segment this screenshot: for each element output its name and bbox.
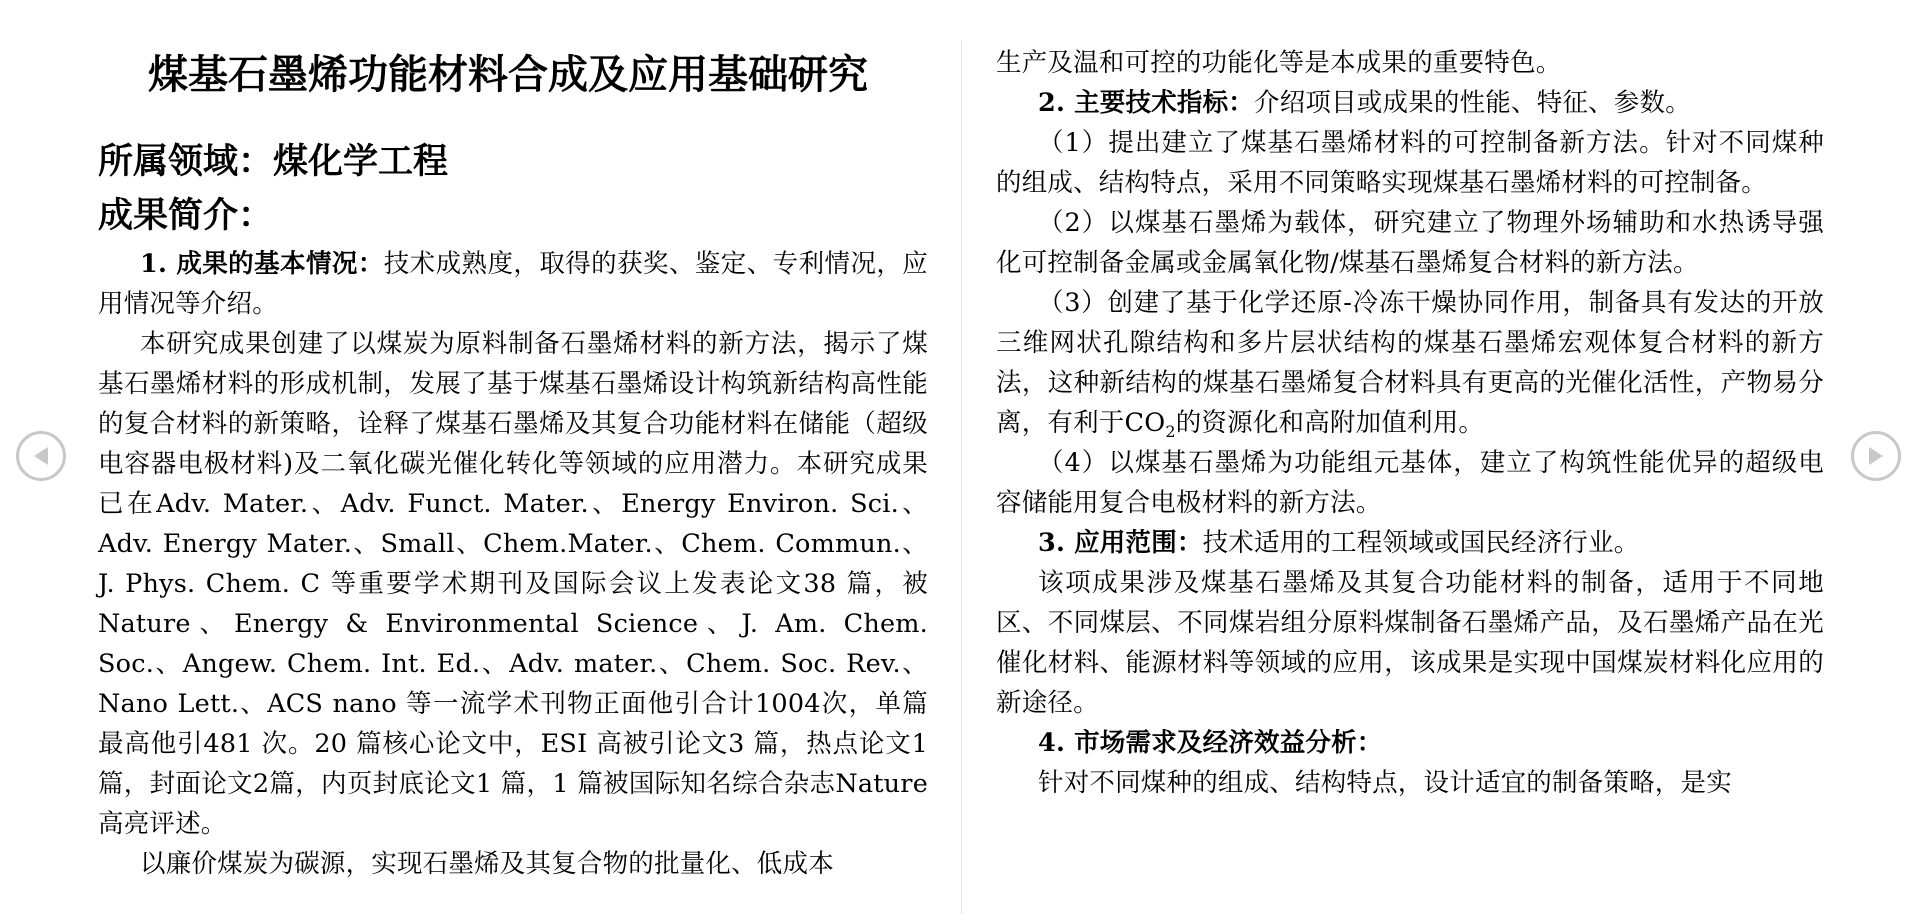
- section-2-label: 2. 主要技术指标：: [1038, 88, 1254, 118]
- left-page-body: [98, 244, 928, 884]
- section-2-description: 介绍项目或成果的性能、特征、参数。: [1254, 88, 1691, 118]
- indicator-item-3-text: （3）创建了基于化学还原-冷冻干燥协同作用，制备具有发达的开放三维网状孔隙结构和多片层状结构的煤基石墨烯宏观体复合材料的新方法，这种新结构的煤基石墨烯复合材料具有更高的光催化活性，产物易分离，有利于CO: [996, 288, 1824, 438]
- indicator-item-3-text-end: 的资源化和高附加值利用。: [1175, 408, 1485, 438]
- document-title: 煤基石墨烯功能材料合成及应用基础研究: [148, 52, 868, 98]
- section-4-paragraph: [996, 723, 1824, 763]
- previous-page-button[interactable]: [16, 431, 66, 481]
- section-3-description: 技术适用的工程领域或国民经济行业。: [1202, 528, 1640, 558]
- chevron-left-icon: [32, 445, 50, 467]
- page-divider: [961, 40, 962, 914]
- chevron-right-icon: [1867, 445, 1885, 467]
- section-1-description: 技术成熟度，取得的获奖、鉴定、专利情况，应用情况等介绍。: [98, 249, 928, 319]
- left-page: [98, 0, 928, 914]
- features-paragraph-end: 生产及温和可控的功能化等是本成果的重要特色。: [996, 48, 1562, 78]
- right-page-body: [996, 43, 1824, 803]
- results-paragraph: 本研究成果创建了以煤炭为原料制备石墨烯材料的新方法，揭示了煤基石墨烯材料的形成机制，发展了基于煤基石墨烯设计构筑新结构高性能的复合材料的新策略，诠释了煤基石墨烯及其复合功能材料在储能（超级电容器电极材料)及二氧化碳光催化转化等领域的应用潜力。本研究成果已在Adv. Mater.、Adv. Funct. Mater.、Energy Environ. Sci.、Adv. Energy Mater.、Small、Chem.Mater.、Chem. Commun.、J. Phys. Chem. C 等重要学术期刊及国际会议上发表论文38 篇，被Nature、Energy & Environmental Science、J. Am. Chem. Soc.、Angew. Chem. Int. Ed.、Adv. mater.、Chem. Soc. Rev.、Nano Lett.、ACS nano 等一流学术刊物正面他引合计1004次，单篇最高他引481 次。20 篇核心论文中，ESI 高被引论文3 篇，热点论文1 篇，封面论文2篇，内页封底论文1 篇，1 篇被国际知名综合杂志Nature 高亮评述。: [98, 329, 928, 839]
- section-4-label: 4. 市场需求及经济效益分析：: [1038, 728, 1383, 758]
- field-heading: 所属领域：煤化学工程: [98, 142, 449, 182]
- features-paragraph-start: 以廉价煤炭为碳源，实现石墨烯及其复合物的批量化、低成本: [140, 849, 834, 879]
- co2-subscript: 2: [1165, 422, 1176, 442]
- next-page-button[interactable]: [1851, 431, 1901, 481]
- summary-heading: 成果简介：: [98, 196, 274, 236]
- indicator-item-1: （1）提出建立了煤基石墨烯材料的可控制备新方法。针对不同煤种的组成、结构特点，采用不同策略实现煤基石墨烯材料的可控制备。: [996, 128, 1824, 198]
- market-paragraph-start: 针对不同煤种的组成、结构特点，设计适宜的制备策略，是实: [1038, 768, 1732, 798]
- section-1-paragraph: [98, 244, 928, 324]
- section-3-paragraph: [996, 523, 1824, 563]
- right-page: [996, 0, 1824, 914]
- indicator-item-2: （2）以煤基石墨烯为载体，研究建立了物理外场辅助和水热诱导强化可控制备金属或金属氧化物/煤基石墨烯复合材料的新方法。: [996, 208, 1824, 278]
- indicator-item-3: [996, 283, 1824, 443]
- indicator-item-4: （4）以煤基石墨烯为功能组元基体，建立了构筑性能优异的超级电容储能用复合电极材料的新方法。: [996, 448, 1824, 518]
- section-2-paragraph: [996, 83, 1824, 123]
- section-3-label: 3. 应用范围：: [1038, 528, 1203, 558]
- application-paragraph: 该项成果涉及煤基石墨烯及其复合功能材料的制备，适用于不同地区、不同煤层、不同煤岩组分原料煤制备石墨烯产品，及石墨烯产品在光催化材料、能源材料等领域的应用，该成果是实现中国煤炭材料化应用的新途径。: [996, 568, 1824, 718]
- section-1-label: 1. 成果的基本情况：: [140, 249, 384, 279]
